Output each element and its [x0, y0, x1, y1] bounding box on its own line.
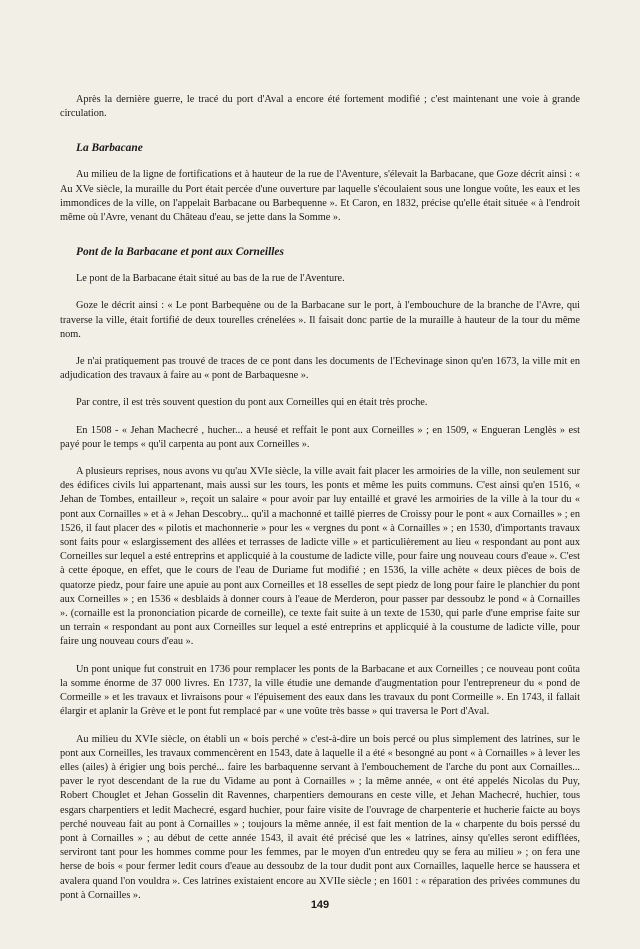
paragraph-goze: Goze le décrit ainsi : « Le pont Barbequène ou de la Barbacane sur le port, à l'embouchure de la branche de l'Avre, qui traverse la ville, était fortifié de deux tourelles crénelées ». Il faisait donc partie de la muraille à hauteur de la tour du même nom. — [60, 300, 580, 340]
paragraph-1508: En 1508 - « Jehan Machecré , hucher... a heusé et reffait le pont aux Corneilles » ; en 1509, « Engueran Lenglès » est payé pour le temps « qu'il carpenta au pont aux Corneilles ». — [60, 424, 580, 450]
paragraph-port-aval: Après la dernière guerre, le tracé du port d'Aval a encore été fortement modifié ; c'est maintenant une voie à grande circulation. — [60, 94, 580, 120]
section-heading-barbacane: La Barbacane — [76, 142, 143, 155]
page-number: 149 — [310, 899, 330, 911]
section-heading-pont: Pont de la Barbacane et pont aux Corneilles — [76, 246, 284, 259]
paragraph-pont-situation: Le pont de la Barbacane était situé au bas de la rue de l'Aventure. — [76, 273, 345, 285]
paragraph-bois-perche: Au milieu du XVIe siècle, on établi un « bois perché » c'est-à-dire un bois percé ou plus simplement des latrines, sur le pont aux Corneilles, les travaux commencèrent en 1543, date à laquelle il a été « besongné au pont « à Cornailles » à lever les elles (ailes) à érigier ung bois perché... faire les barbaquenne servant à l'embouchement de l'arche du pont aux Cornailles... paver le ryot descendant de la rue du Vidame au pont à Cornailles » ; la même année, « ont été appelés Nicolas du Puy, Robert Chouglet et Jehan Gosselin dit Ravennes, charpentiers demourans en ceste ville, et Jehan Machecré, huchier, tous esgars charpentiers et ledit Machecré, esgard huchier, pour faire visite de l'ouvrage de charpenterie et hucherie faicte au boys perché nouveau fait au pont à Cornailles » ; toujours la même année, il est fait mention de la « charpente du bois perssé du pont à Cornailles » ; au début de cette année 1543, il avait été précisé que les « latrines, ainsy qu'elles seront edifflées, serviront tant pour les hommes comme pour les femmes, par le moyen d'un entredeu quy se fera au milieu » ; on fera une herse de bois « pour fermer ledit cours d'eaue au dessoubz de la tour dudit pont aux Cornailles, laquelle herce se haussera et avalera quand l'on vouldra ». Ces latrines existaient encore au XVIIe siècle ; en 1601 : « réparation des privées communes du pont à Cornailles ». — [60, 733, 580, 901]
paragraph-armoiries: A plusieurs reprises, nous avons vu qu'au XVIe siècle, la ville avait fait placer les armoiries de la ville, non seulement sur des édifices civils lui appartenant, mais aussi sur les tours, les ponts et même les puits communs. C'est ainsi qu'en 1516, « Jehan de Tombes, entailleur », reçoit un salaire « pour avoir par luy entaillé et gravé les armoiries de la ville à la tour du « pont aux Cornailles » et à « Jehan Descobry... qu'il a machonné et taillé pierres de Croissy pour le pont « aux Cornailles » ; en 1526, il faut placer des « pilotis et machonnerie » pour les « vergnes du pont « à Cornailles » ; en 1530, d'importants travaux sont faits pour « eslargissement des allées et terrasses de ladicte ville » et particulièrement au lieu « respondant au pont aux Corneilles sur lequel a esté entreprins et applicquié à la coustume de ladicte ville, pour faire ung nouveau cours d'eaue ». C'est à cette époque, en effet, que le cours de l'eau de Duriame fut modifié ; en 1536, la ville achète « deux pièces de bois de quatorze piedz, pour faire une apuie au pont aux Corneilles et 18 esselles de sept piedz de long pour faire le planchier du pont aux Corneilles » ; en 1536 « desblaids à donner cours à l'eaue de Merderon, pour passer par dessoubz le pond « à Cornailles ». (cornaille est la prononciation picarde de corneille), ce texte fait suite à un texte de 1530, qui parle d'une emprise faite sur un terrain « respondant au pont aux Corneilles sur lequel a esté entreprins et applicquié à la coustume de ladicte ville, pour faire ung nouveau cours d'eau ». — [60, 466, 580, 648]
paragraph-pont-unique: Un pont unique fut construit en 1736 pour remplacer les ponts de la Barbacane et aux Corneilles ; ce nouveau pont coûta la somme énorme de 37 000 livres. En 1737, la ville étudie une demande d'augmentation pour l'entrepreneur du « pond de Cormeille » et les travaux et livraisons pour « l'épuisement des eaux dans les travaux du pont Cormeille ». En 1743, il fallait élargir et aplanir la Grève et le pont fut remplacé par « une voûte très basse » qui traversa le Port d'Aval. — [60, 663, 580, 718]
paragraph-echevinage: Je n'ai pratiquement pas trouvé de traces de ce pont dans les documents de l'Echevinage sinon qu'en 1673, la ville mit en adjudication des travaux à faire au « pont de Barbaquesne ». — [60, 356, 580, 382]
paragraph-barbacane: Au milieu de la ligne de fortifications et à hauteur de la rue de l'Aventure, s'élevait la Barbacane, que Goze décrit ainsi : « Au XVe siècle, la muraille du Port était percée d'une ouverture par laquelle s'écoulaient sous une longue voûte, les eaux et les immondices de la ville, on l'appelait Barbacane ou Barbequenne ». Et Caron, en 1832, précise qu'elle était située « à l'endroit même où l'Avre, venant du Château d'eau, se jette dans la Somme ». — [60, 169, 580, 224]
paragraph-corneilles: Par contre, il est très souvent question du pont aux Corneilles qui en était très proche. — [76, 397, 428, 409]
